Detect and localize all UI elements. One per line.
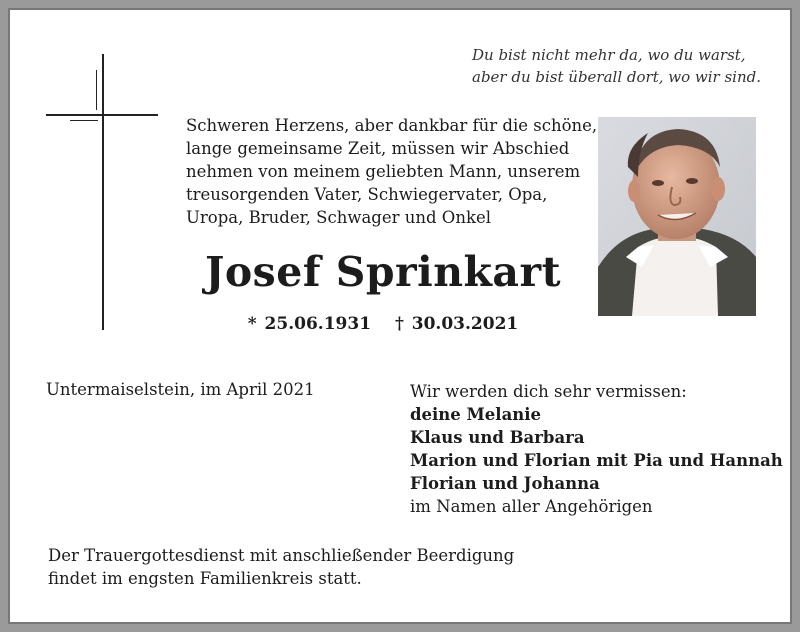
intro-line: nehmen von meinem geliebten Mann, unserem: [186, 162, 581, 181]
portrait-photo: [598, 117, 756, 316]
family-member: Klaus und Barbara: [410, 428, 585, 447]
cross-horizontal-shadow: [70, 120, 98, 121]
family-signature: [410, 380, 790, 518]
family-member: Marion und Florian mit Pia und Hannah: [410, 451, 783, 470]
cross-vertical-shadow: [96, 70, 97, 110]
intro-line: Schweren Herzens, aber dankbar für die schöne,: [186, 116, 598, 135]
portrait-illustration: [598, 117, 756, 316]
birth-date: * 25.06.1931: [247, 314, 372, 334]
service-notice: [48, 544, 568, 590]
family-closing: im Namen aller Angehörigen: [410, 497, 653, 516]
family-member: deine Melanie: [410, 405, 542, 424]
quote-line: Du bist nicht mehr da, wo du warst,: [472, 46, 746, 64]
service-line: Der Trauergottesdienst mit anschließender Beerdigung: [48, 546, 515, 565]
cross-horizontal-bar: [46, 114, 158, 116]
quote-line: aber du bist überall dort, wo wir sind.: [472, 68, 762, 86]
intro-line: treusorgenden Vater, Schwiegervater, Opa,: [186, 185, 548, 204]
obituary-notice: [8, 8, 792, 624]
intro-line: lange gemeinsame Zeit, müssen wir Abschied: [186, 139, 570, 158]
memorial-quote: [472, 44, 772, 88]
place-and-date: Untermaiselstein, im April 2021: [46, 380, 315, 399]
cross-vertical-bar: [102, 54, 104, 330]
service-line: findet im engsten Familienkreis statt.: [48, 569, 362, 588]
intro-line: Uropa, Bruder, Schwager und Onkel: [186, 208, 491, 227]
life-dates: [186, 314, 580, 334]
death-date: † 30.03.2021: [394, 314, 519, 334]
family-member: Florian und Johanna: [410, 474, 600, 493]
family-intro: Wir werden dich sehr vermissen:: [410, 382, 687, 401]
deceased-name: Josef Sprinkart: [204, 248, 562, 296]
intro-text: [186, 114, 598, 229]
